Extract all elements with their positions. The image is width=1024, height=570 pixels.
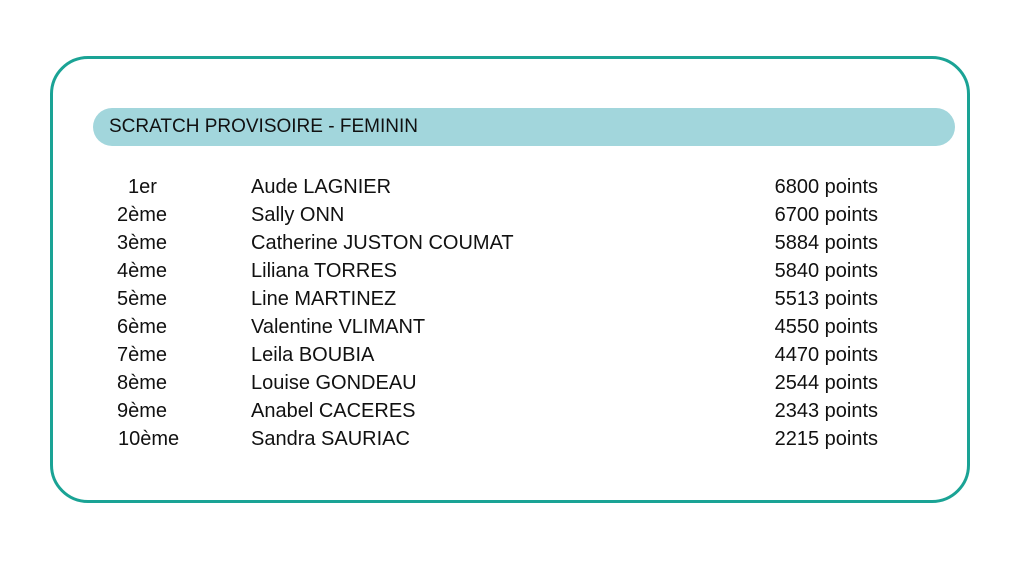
ranking-row [53,369,967,397]
competitor-name: Anabel CACERES [251,400,416,422]
competitor-name: Sandra SAURIAC [251,428,410,450]
points-value: 2544 points [774,372,878,394]
rank-label: 9ème [117,400,168,422]
points-value: 4470 points [774,344,878,366]
ranking-row [53,425,967,453]
points-value: 5884 points [774,232,878,254]
ranking-row [53,201,967,229]
rank-label: 6ème [117,316,168,338]
rank-label: 1er [128,176,157,198]
points-value: 4550 points [774,316,878,338]
competitor-name: Catherine JUSTON COUMAT [251,232,514,254]
ranking-row [53,313,967,341]
page-title: SCRATCH PROVISOIRE - FEMININ [109,116,418,137]
title-bar [93,108,955,146]
ranking-row [53,285,967,313]
competitor-name: Leila BOUBIA [251,344,375,366]
competitor-name: Line MARTINEZ [251,288,397,310]
points-value: 6700 points [774,204,878,226]
ranking-row [53,229,967,257]
ranking-row [53,173,967,201]
competitor-name: Aude LAGNIER [251,176,392,198]
rank-label: 5ème [117,288,168,310]
points-value: 5840 points [774,260,878,282]
rank-label: 3ème [117,232,168,254]
ranking-card [50,56,970,503]
points-value: 5513 points [774,288,878,310]
rank-label: 2ème [117,204,168,226]
competitor-name: Louise GONDEAU [251,372,417,394]
rank-label: 4ème [117,260,168,282]
ranking-row [53,341,967,369]
points-value: 2343 points [774,400,878,422]
competitor-name: Sally ONN [251,204,345,226]
ranking-list [53,173,967,453]
ranking-row [53,397,967,425]
rank-label: 10ème [118,428,180,450]
competitor-name: Liliana TORRES [251,260,397,282]
ranking-row [53,257,967,285]
rank-label: 8ème [117,372,168,394]
competitor-name: Valentine VLIMANT [251,316,426,338]
rank-label: 7ème [117,344,168,366]
points-value: 2215 points [774,428,878,450]
points-value: 6800 points [774,176,878,198]
